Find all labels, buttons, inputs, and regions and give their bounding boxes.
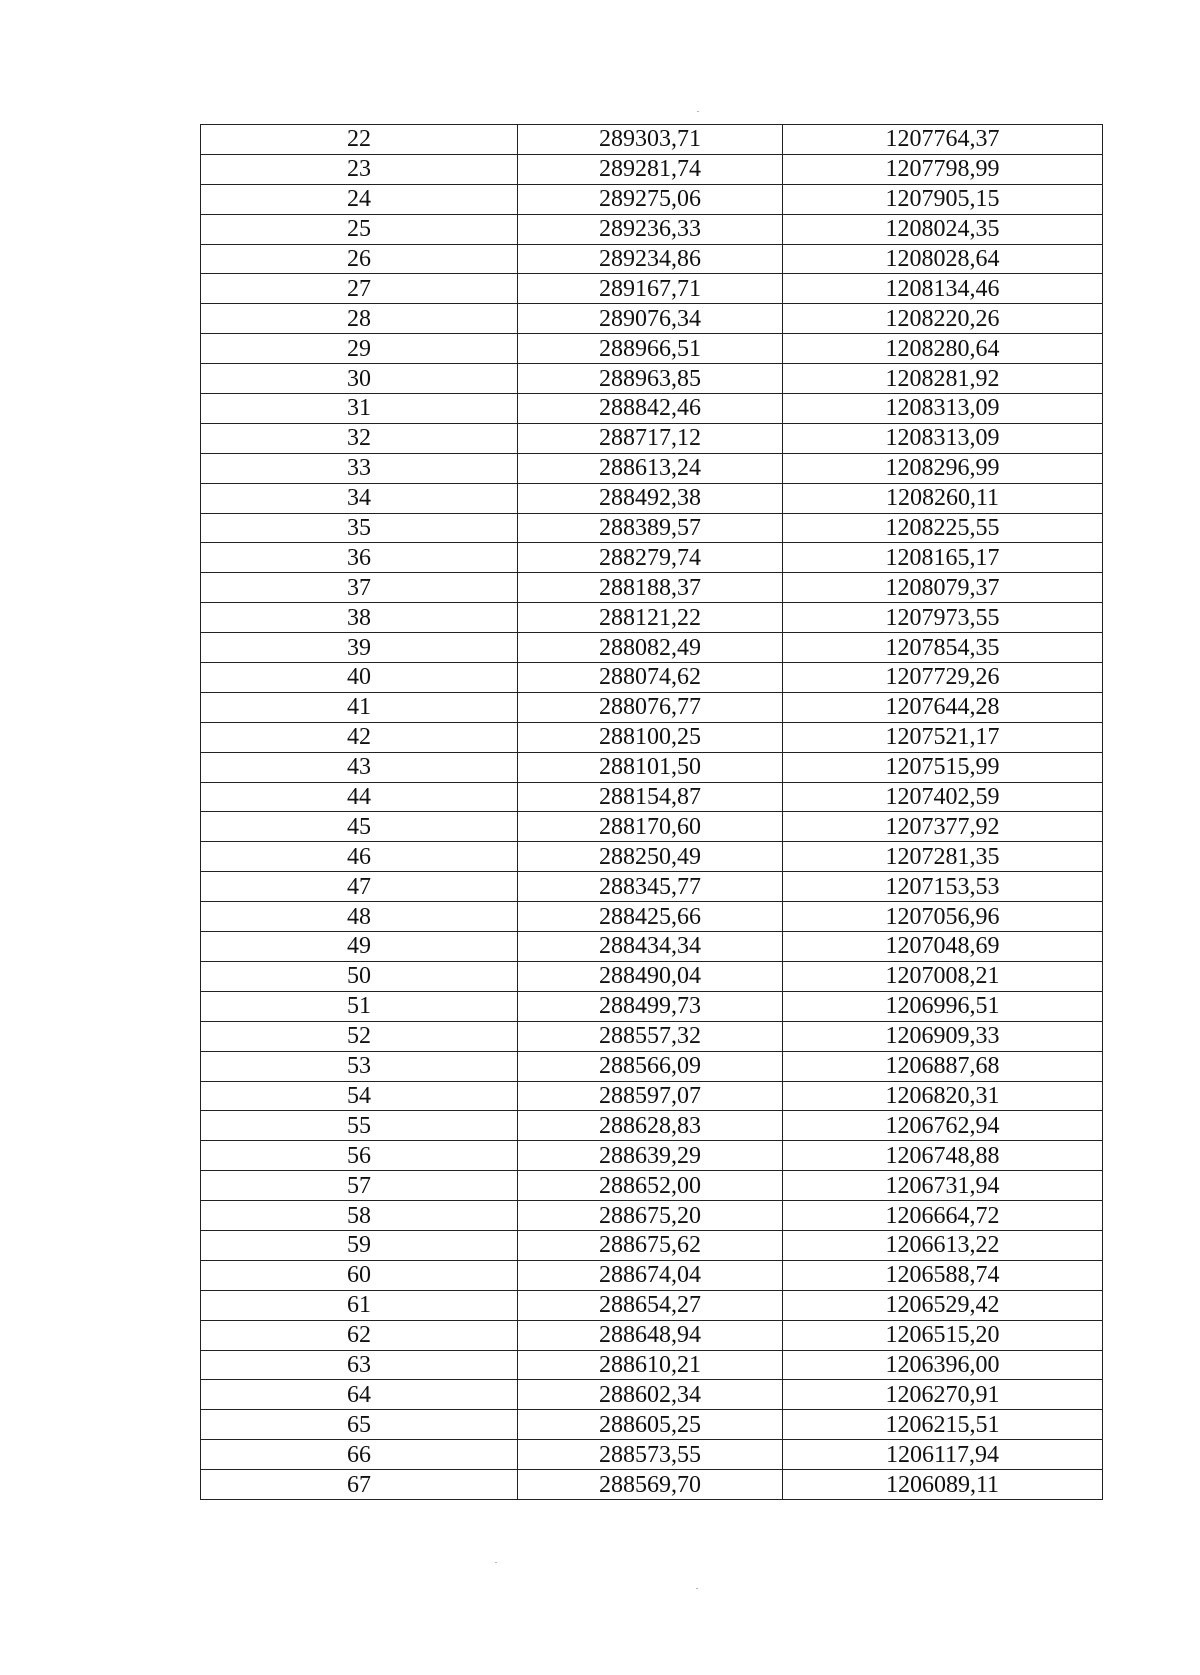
point-number-cell: 22 — [201, 125, 518, 155]
y-coordinate-cell: 1206270,91 — [783, 1380, 1103, 1410]
table-row — [201, 1290, 1103, 1320]
point-number-cell: 24 — [201, 184, 518, 214]
table-row — [201, 902, 1103, 932]
table-row — [201, 304, 1103, 334]
x-coordinate-cell: 288648,94 — [518, 1320, 783, 1350]
point-number-cell: 50 — [201, 961, 518, 991]
y-coordinate-cell: 1206762,94 — [783, 1111, 1103, 1141]
x-coordinate-cell: 289076,34 — [518, 304, 783, 334]
table-row — [201, 1081, 1103, 1111]
y-coordinate-cell: 1206613,22 — [783, 1230, 1103, 1260]
x-coordinate-cell: 288717,12 — [518, 423, 783, 453]
point-number-cell: 39 — [201, 633, 518, 663]
x-coordinate-cell: 288610,21 — [518, 1350, 783, 1380]
y-coordinate-cell: 1207377,92 — [783, 812, 1103, 842]
y-coordinate-cell: 1206529,42 — [783, 1290, 1103, 1320]
y-coordinate-cell: 1207515,99 — [783, 752, 1103, 782]
table-row — [201, 1201, 1103, 1231]
y-coordinate-cell: 1206996,51 — [783, 991, 1103, 1021]
table-row — [201, 1141, 1103, 1171]
point-number-cell: 63 — [201, 1350, 518, 1380]
x-coordinate-cell: 288101,50 — [518, 752, 783, 782]
y-coordinate-cell: 1207281,35 — [783, 842, 1103, 872]
table-row — [201, 453, 1103, 483]
table-row — [201, 842, 1103, 872]
point-number-cell: 27 — [201, 274, 518, 304]
table-row — [201, 1230, 1103, 1260]
y-coordinate-cell: 1208134,46 — [783, 274, 1103, 304]
y-coordinate-cell: 1207644,28 — [783, 692, 1103, 722]
x-coordinate-cell: 289303,71 — [518, 125, 783, 155]
table-row — [201, 513, 1103, 543]
x-coordinate-cell: 289234,86 — [518, 244, 783, 274]
scan-speck — [697, 111, 699, 112]
point-number-cell: 47 — [201, 872, 518, 902]
table-row — [201, 1410, 1103, 1440]
coordinates-table — [200, 124, 1103, 1500]
table-row — [201, 423, 1103, 453]
scan-speck — [495, 1562, 497, 1563]
x-coordinate-cell: 288597,07 — [518, 1081, 783, 1111]
x-coordinate-cell: 288605,25 — [518, 1410, 783, 1440]
x-coordinate-cell: 289167,71 — [518, 274, 783, 304]
point-number-cell: 67 — [201, 1470, 518, 1500]
table-row — [201, 872, 1103, 902]
table-row — [201, 184, 1103, 214]
point-number-cell: 51 — [201, 991, 518, 1021]
table-row — [201, 244, 1103, 274]
point-number-cell: 31 — [201, 394, 518, 424]
point-number-cell: 42 — [201, 722, 518, 752]
point-number-cell: 52 — [201, 1021, 518, 1051]
point-number-cell: 58 — [201, 1201, 518, 1231]
table-row — [201, 961, 1103, 991]
x-coordinate-cell: 289236,33 — [518, 214, 783, 244]
point-number-cell: 60 — [201, 1260, 518, 1290]
point-number-cell: 57 — [201, 1171, 518, 1201]
table-row — [201, 125, 1103, 155]
y-coordinate-cell: 1207048,69 — [783, 932, 1103, 962]
y-coordinate-cell: 1208280,64 — [783, 334, 1103, 364]
x-coordinate-cell: 288154,87 — [518, 782, 783, 812]
point-number-cell: 25 — [201, 214, 518, 244]
point-number-cell: 65 — [201, 1410, 518, 1440]
point-number-cell: 30 — [201, 364, 518, 394]
x-coordinate-cell: 288639,29 — [518, 1141, 783, 1171]
y-coordinate-cell: 1207402,59 — [783, 782, 1103, 812]
y-coordinate-cell: 1206396,00 — [783, 1350, 1103, 1380]
y-coordinate-cell: 1206909,33 — [783, 1021, 1103, 1051]
y-coordinate-cell: 1208220,26 — [783, 304, 1103, 334]
point-number-cell: 64 — [201, 1380, 518, 1410]
x-coordinate-cell: 288434,34 — [518, 932, 783, 962]
y-coordinate-cell: 1206664,72 — [783, 1201, 1103, 1231]
point-number-cell: 40 — [201, 663, 518, 693]
x-coordinate-cell: 288492,38 — [518, 483, 783, 513]
table-row — [201, 1111, 1103, 1141]
y-coordinate-cell: 1208296,99 — [783, 453, 1103, 483]
table-row — [201, 394, 1103, 424]
x-coordinate-cell: 288966,51 — [518, 334, 783, 364]
x-coordinate-cell: 288652,00 — [518, 1171, 783, 1201]
y-coordinate-cell: 1208024,35 — [783, 214, 1103, 244]
y-coordinate-cell: 1207973,55 — [783, 603, 1103, 633]
point-number-cell: 38 — [201, 603, 518, 633]
table-row — [201, 334, 1103, 364]
y-coordinate-cell: 1208165,17 — [783, 543, 1103, 573]
point-number-cell: 66 — [201, 1440, 518, 1470]
y-coordinate-cell: 1207854,35 — [783, 633, 1103, 663]
x-coordinate-cell: 288566,09 — [518, 1051, 783, 1081]
point-number-cell: 28 — [201, 304, 518, 334]
point-number-cell: 44 — [201, 782, 518, 812]
x-coordinate-cell: 288602,34 — [518, 1380, 783, 1410]
y-coordinate-cell: 1207798,99 — [783, 154, 1103, 184]
x-coordinate-cell: 288250,49 — [518, 842, 783, 872]
table-row — [201, 1380, 1103, 1410]
table-row — [201, 154, 1103, 184]
point-number-cell: 32 — [201, 423, 518, 453]
table-row — [201, 214, 1103, 244]
point-number-cell: 53 — [201, 1051, 518, 1081]
table-row — [201, 483, 1103, 513]
x-coordinate-cell: 288490,04 — [518, 961, 783, 991]
x-coordinate-cell: 288170,60 — [518, 812, 783, 842]
table-row — [201, 603, 1103, 633]
y-coordinate-cell: 1207764,37 — [783, 125, 1103, 155]
x-coordinate-cell: 289281,74 — [518, 154, 783, 184]
y-coordinate-cell: 1208225,55 — [783, 513, 1103, 543]
point-number-cell: 46 — [201, 842, 518, 872]
x-coordinate-cell: 288573,55 — [518, 1440, 783, 1470]
x-coordinate-cell: 288628,83 — [518, 1111, 783, 1141]
table-row — [201, 1440, 1103, 1470]
y-coordinate-cell: 1207056,96 — [783, 902, 1103, 932]
table-row — [201, 364, 1103, 394]
point-number-cell: 54 — [201, 1081, 518, 1111]
point-number-cell: 36 — [201, 543, 518, 573]
y-coordinate-cell: 1206820,31 — [783, 1081, 1103, 1111]
x-coordinate-cell: 288100,25 — [518, 722, 783, 752]
point-number-cell: 23 — [201, 154, 518, 184]
point-number-cell: 49 — [201, 932, 518, 962]
table-row — [201, 274, 1103, 304]
x-coordinate-cell: 288499,73 — [518, 991, 783, 1021]
x-coordinate-cell: 288963,85 — [518, 364, 783, 394]
point-number-cell: 56 — [201, 1141, 518, 1171]
y-coordinate-cell: 1208079,37 — [783, 573, 1103, 603]
x-coordinate-cell: 288074,62 — [518, 663, 783, 693]
y-coordinate-cell: 1207729,26 — [783, 663, 1103, 693]
table-row — [201, 722, 1103, 752]
y-coordinate-cell: 1206748,88 — [783, 1141, 1103, 1171]
x-coordinate-cell: 289275,06 — [518, 184, 783, 214]
y-coordinate-cell: 1207905,15 — [783, 184, 1103, 214]
x-coordinate-cell: 288675,62 — [518, 1230, 783, 1260]
point-number-cell: 45 — [201, 812, 518, 842]
table-row — [201, 663, 1103, 693]
table-row — [201, 1260, 1103, 1290]
point-number-cell: 43 — [201, 752, 518, 782]
point-number-cell: 41 — [201, 692, 518, 722]
point-number-cell: 61 — [201, 1290, 518, 1320]
x-coordinate-cell: 288557,32 — [518, 1021, 783, 1051]
y-coordinate-cell: 1208028,64 — [783, 244, 1103, 274]
x-coordinate-cell: 288121,22 — [518, 603, 783, 633]
y-coordinate-cell: 1207521,17 — [783, 722, 1103, 752]
y-coordinate-cell: 1206117,94 — [783, 1440, 1103, 1470]
table-row — [201, 812, 1103, 842]
y-coordinate-cell: 1206731,94 — [783, 1171, 1103, 1201]
point-number-cell: 33 — [201, 453, 518, 483]
y-coordinate-cell: 1206089,11 — [783, 1470, 1103, 1500]
table-row — [201, 633, 1103, 663]
point-number-cell: 29 — [201, 334, 518, 364]
point-number-cell: 59 — [201, 1230, 518, 1260]
table-row — [201, 1470, 1103, 1500]
coordinates-table-body — [201, 125, 1103, 1500]
x-coordinate-cell: 288674,04 — [518, 1260, 783, 1290]
point-number-cell: 55 — [201, 1111, 518, 1141]
x-coordinate-cell: 288082,49 — [518, 633, 783, 663]
x-coordinate-cell: 288654,27 — [518, 1290, 783, 1320]
point-number-cell: 48 — [201, 902, 518, 932]
y-coordinate-cell: 1206215,51 — [783, 1410, 1103, 1440]
table-row — [201, 1021, 1103, 1051]
point-number-cell: 37 — [201, 573, 518, 603]
point-number-cell: 62 — [201, 1320, 518, 1350]
x-coordinate-cell: 288569,70 — [518, 1470, 783, 1500]
table-row — [201, 932, 1103, 962]
table-row — [201, 991, 1103, 1021]
x-coordinate-cell: 288425,66 — [518, 902, 783, 932]
x-coordinate-cell: 288076,77 — [518, 692, 783, 722]
table-row — [201, 1051, 1103, 1081]
point-number-cell: 26 — [201, 244, 518, 274]
x-coordinate-cell: 288675,20 — [518, 1201, 783, 1231]
table-row — [201, 543, 1103, 573]
x-coordinate-cell: 288613,24 — [518, 453, 783, 483]
x-coordinate-cell: 288188,37 — [518, 573, 783, 603]
point-number-cell: 34 — [201, 483, 518, 513]
table-row — [201, 692, 1103, 722]
table-row — [201, 573, 1103, 603]
point-number-cell: 35 — [201, 513, 518, 543]
y-coordinate-cell: 1208260,11 — [783, 483, 1103, 513]
table-row — [201, 1350, 1103, 1380]
y-coordinate-cell: 1207008,21 — [783, 961, 1103, 991]
table-row — [201, 752, 1103, 782]
y-coordinate-cell: 1206588,74 — [783, 1260, 1103, 1290]
table-row — [201, 1320, 1103, 1350]
y-coordinate-cell: 1208281,92 — [783, 364, 1103, 394]
scan-speck — [696, 1588, 698, 1589]
x-coordinate-cell: 288389,57 — [518, 513, 783, 543]
x-coordinate-cell: 288279,74 — [518, 543, 783, 573]
y-coordinate-cell: 1206515,20 — [783, 1320, 1103, 1350]
y-coordinate-cell: 1206887,68 — [783, 1051, 1103, 1081]
y-coordinate-cell: 1207153,53 — [783, 872, 1103, 902]
table-row — [201, 782, 1103, 812]
x-coordinate-cell: 288345,77 — [518, 872, 783, 902]
table-row — [201, 1171, 1103, 1201]
y-coordinate-cell: 1208313,09 — [783, 423, 1103, 453]
x-coordinate-cell: 288842,46 — [518, 394, 783, 424]
y-coordinate-cell: 1208313,09 — [783, 394, 1103, 424]
